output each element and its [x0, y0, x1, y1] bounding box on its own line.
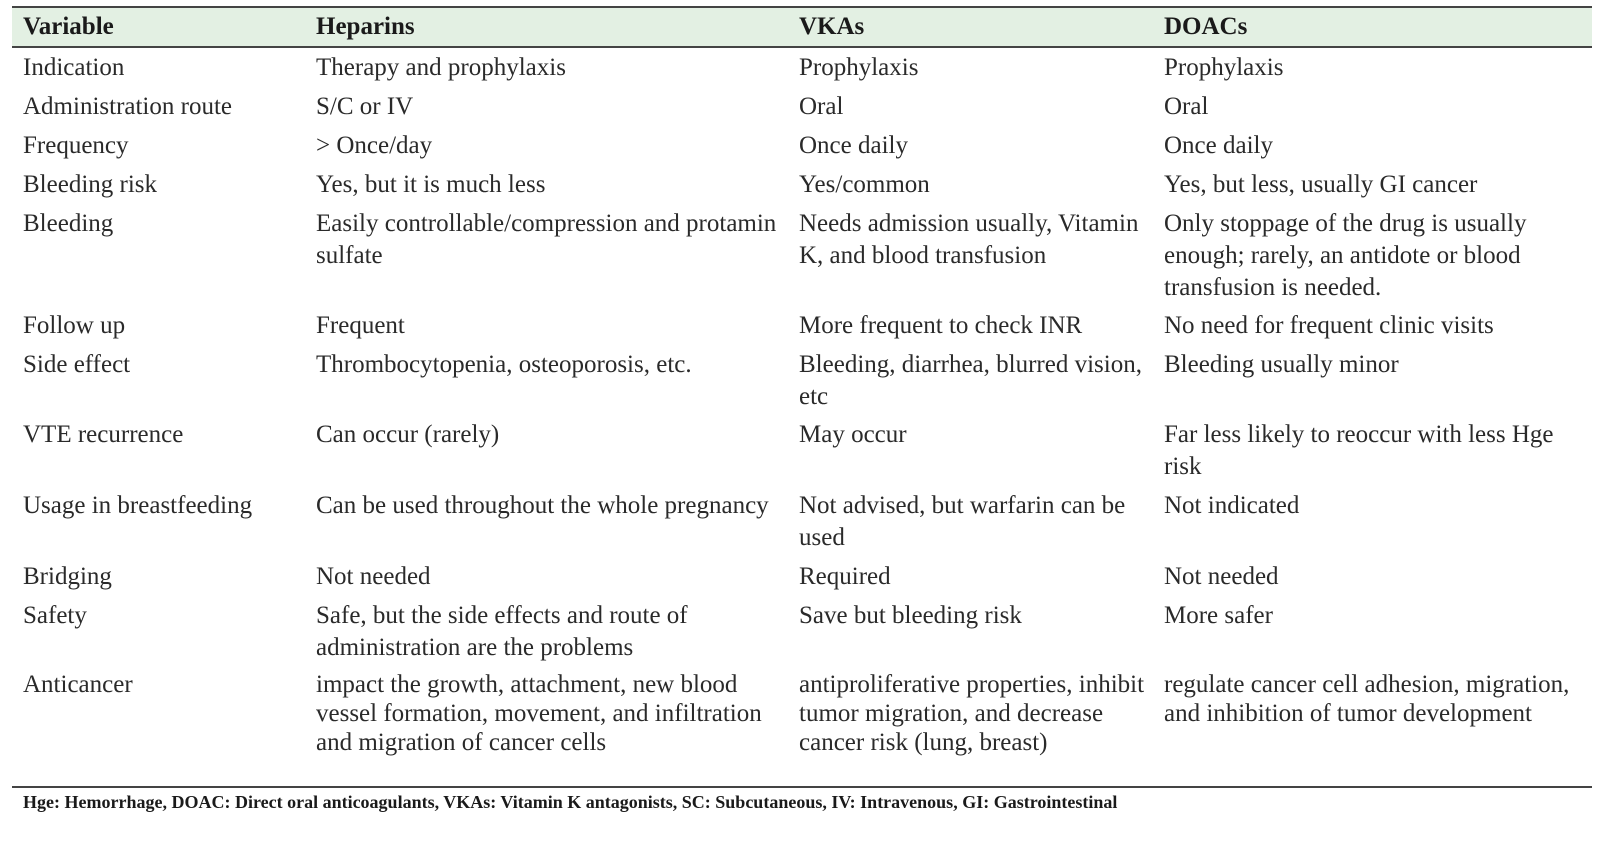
table-header-row: [12, 6, 1592, 48]
table-row: [12, 670, 1592, 780]
header-variable: Variable: [23, 13, 114, 40]
vkas-cell: antiproliferative properties, inhibit tumor migration, and decrease cancer risk (lung, breast): [799, 671, 1145, 756]
vkas-cell: Prophylaxis: [799, 54, 919, 81]
vkas-cell: Needs admission usually, Vitamin K, and blood transfusion: [799, 210, 1139, 269]
vkas-cell: Save but bleeding risk: [799, 602, 1022, 629]
vkas-cell: Required: [799, 563, 891, 590]
table-row: [12, 130, 1592, 169]
table-row: [12, 310, 1592, 349]
row-label: Frequency: [23, 132, 129, 159]
table-row: [12, 52, 1592, 91]
heparins-cell: Frequent: [316, 312, 405, 339]
doacs-cell: Yes, but less, usually GI cancer: [1164, 171, 1478, 198]
vkas-cell: More frequent to check INR: [799, 312, 1083, 339]
doacs-cell: Far less likely to reoccur with less Hge risk: [1164, 421, 1554, 480]
row-label: Safety: [23, 602, 87, 629]
row-label: Usage in breastfeeding: [23, 492, 253, 519]
row-label: Indication: [23, 54, 125, 81]
vkas-cell: Not advised, but warfarin can be used: [799, 492, 1126, 551]
heparins-cell: Not needed: [316, 563, 431, 590]
doacs-cell: Once daily: [1164, 132, 1273, 159]
table-row: [12, 561, 1592, 600]
heparins-cell: Thrombocytopenia, osteoporosis, etc.: [316, 351, 692, 378]
row-label: Bleeding risk: [23, 171, 158, 198]
row-label: Bleeding: [23, 210, 114, 237]
doacs-cell: No need for frequent clinic visits: [1164, 312, 1494, 339]
vkas-cell: May occur: [799, 421, 907, 448]
doacs-cell: Not needed: [1164, 563, 1279, 590]
vkas-cell: Oral: [799, 93, 844, 120]
table-row: [12, 91, 1592, 130]
row-label: Follow up: [23, 312, 126, 339]
row-label: Bridging: [23, 563, 112, 590]
doacs-cell: Only stoppage of the drug is usually enough; rarely, an antidote or blood transfusion is needed.: [1164, 210, 1527, 301]
doacs-cell: More safer: [1164, 602, 1273, 629]
table-bottom-rule: [12, 786, 1592, 788]
comparison-table: [12, 6, 1592, 780]
doacs-cell: Prophylaxis: [1164, 54, 1284, 81]
table-row: [12, 419, 1592, 490]
row-label: Side effect: [23, 351, 131, 378]
vkas-cell: Once daily: [799, 132, 908, 159]
table-row: [12, 349, 1592, 419]
heparins-cell: Easily controllable/compression and protamin sulfate: [316, 210, 777, 269]
row-label: Anticancer: [23, 671, 133, 698]
doacs-cell: Bleeding usually minor: [1164, 351, 1399, 378]
heparins-cell: Can be used throughout the whole pregnancy: [316, 492, 769, 519]
header-doacs: DOACs: [1164, 13, 1248, 40]
header-vkas: VKAs: [799, 13, 865, 40]
heparins-cell: Yes, but it is much less: [316, 171, 546, 198]
heparins-cell: Therapy and prophylaxis: [316, 54, 566, 81]
vkas-cell: Bleeding, diarrhea, blurred vision, etc: [799, 351, 1142, 410]
header-heparins: Heparins: [316, 13, 415, 40]
row-label: VTE recurrence: [23, 421, 184, 448]
doacs-cell: Not indicated: [1164, 492, 1300, 519]
heparins-cell: S/C or IV: [316, 93, 414, 120]
doacs-cell: Oral: [1164, 93, 1209, 120]
heparins-cell: > Once/day: [316, 132, 433, 159]
doacs-cell: regulate cancer cell adhesion, migration, and inhibition of tumor development: [1164, 671, 1570, 727]
heparins-cell: impact the growth, attachment, new blood vessel formation, movement, and infiltration and migration of cancer cells: [316, 671, 762, 756]
heparins-cell: Can occur (rarely): [316, 421, 500, 448]
table-row: [12, 208, 1592, 310]
table-footnote: Hge: Hemorrhage, DOAC: Direct oral anticoagulants, VKAs: Vitamin K antagonists, SC: Subcutaneous, IV: Intravenous, GI: Gastrointestinal: [23, 792, 1118, 812]
vkas-cell: Yes/common: [799, 171, 930, 198]
table-row: [12, 490, 1592, 561]
heparins-cell: Safe, but the side effects and route of administration are the problems: [316, 602, 688, 661]
table-row: [12, 169, 1592, 208]
row-label: Administration route: [23, 93, 232, 120]
table-row: [12, 600, 1592, 670]
